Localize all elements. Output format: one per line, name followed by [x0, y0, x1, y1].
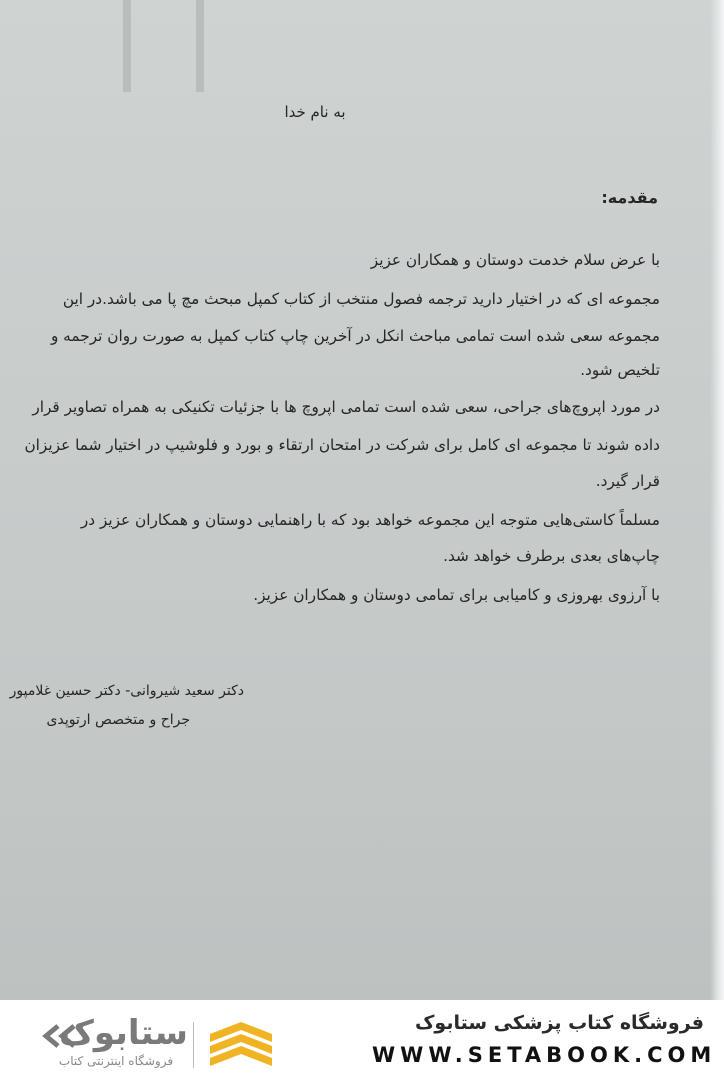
logo-tagline: فروشگاه اینترنتی کتاب [58, 1054, 174, 1068]
store-name: فروشگاه کتاب پزشکی ستابوک [414, 1012, 704, 1034]
book-stack-logo-icon [204, 1018, 278, 1070]
body-line: مسلماً کاستی‌هایی متوجه این مجموعه خواهد بود که با راهنمایی دوستان و همکاران عزیز در [80, 511, 660, 529]
body-line: داده شوند تا مجموعه ای کامل برای شرکت در امتحان ارتقاء و بورد و فلوشیپ در اختیار شما عزیزان [24, 436, 660, 454]
body-line: قرار گیرد. [595, 472, 660, 490]
body-line: با آرزوی بهروزی و کامیابی برای تمامی دوستان و همکاران عزیز. [253, 586, 660, 604]
body-line: با عرض سلام خدمت دوستان و همکاران عزیز [370, 251, 660, 269]
preface-heading: مقدمه: [601, 188, 658, 207]
logo-divider [193, 1022, 194, 1068]
body-line: مجموعه سعی شده است تمامی مباحث انکل در آخرین چاپ کتاب کمپل به صورت روان ترجمه و [50, 327, 660, 345]
body-line: مجموعه ای که در اختیار دارید ترجمه فصول منتخب از کتاب کمپل مبحث مچ پا می باشد.در این [62, 290, 660, 308]
signature-authors: دکتر سعید شیروانی- دکتر حسین غلامپور [9, 683, 244, 699]
body-line: تلخیص شود. [580, 361, 660, 379]
show-through-mark [123, 0, 131, 92]
body-line: در مورد اپروچ‌های جراحی، سعی شده است تمامی اپروچ ها با جزئیات تکنیکی به همراه تصاویر قرار [32, 398, 660, 416]
signature-title: جراح و متخصص ارتوپدی [46, 712, 190, 728]
double-chevron-left-icon [38, 1024, 82, 1048]
page-edge [710, 0, 724, 1000]
bismillah-line: به نام خدا [284, 103, 346, 121]
logo-wordmark: ستابوک [59, 1013, 188, 1053]
show-through-mark [196, 0, 204, 92]
store-url-link[interactable]: WWW.SETABOOK.COM [372, 1043, 717, 1067]
body-line: چاپ‌های بعدی برطرف خواهد شد. [443, 547, 660, 565]
